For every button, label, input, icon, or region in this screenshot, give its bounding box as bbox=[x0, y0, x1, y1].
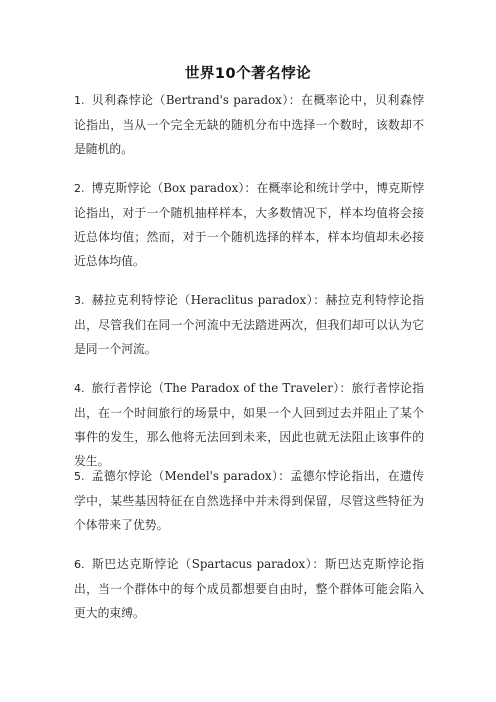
item-text: 孟德尔悖论（Mendel's paradox）：孟德尔悖论指出，在遗传学中，某些基因特征在自然选择中并未得到保留，尽管这些特征为个体带来了优势。 bbox=[74, 469, 425, 532]
paradox-item-5 bbox=[74, 464, 424, 537]
item-number: 5. bbox=[74, 470, 85, 483]
item-text: 贝利森悖论（Bertrand's paradox）：在概率论中，贝利森悖论指出，当从一个完全无缺的随机分布中选择一个数时，该数却不是随机的。 bbox=[74, 93, 424, 156]
item-number: 1. bbox=[74, 94, 85, 107]
item-text: 旅行者悖论（The Paradox of the Traveler）：旅行者悖论指出，在一个时间旅行的场景中，如果一个人回到过去并阻止了某个事件的发生，那么他将无法回到未来，因此也就无法阻止该事件的发生。 bbox=[74, 381, 425, 468]
item-text: 斯巴达克斯悖论（Spartacus paradox）：斯巴达克斯悖论指出，当一个群体中的每个成员都想要自由时，整个群体可能会陷入更大的束缚。 bbox=[74, 557, 424, 620]
item-number: 2. bbox=[74, 182, 85, 195]
document-title: 世界10个著名悖论 bbox=[184, 66, 312, 82]
paradox-item-2 bbox=[74, 176, 424, 273]
item-number: 6. bbox=[74, 558, 85, 571]
item-number: 3. bbox=[74, 294, 85, 307]
paradox-item-1 bbox=[74, 88, 424, 161]
item-text: 赫拉克利特悖论（Heraclitus paradox）：赫拉克利特悖论指出，尽管我们在同一个河流中无法踏进两次，但我们却可以认为它是同一个河流。 bbox=[74, 293, 424, 356]
paradox-item-6 bbox=[74, 552, 424, 625]
item-number: 4. bbox=[74, 382, 85, 395]
item-text: 博克斯悖论（Box paradox）：在概率论和统计学中，博克斯悖论指出，对于一个随机抽样样本，大多数情况下，样本均值将会接近总体均值；然而，对于一个随机选择的样本，样本均值却未必接近总体均值。 bbox=[74, 181, 425, 268]
paradox-item-4 bbox=[74, 376, 424, 473]
paradox-item-3 bbox=[74, 288, 424, 361]
